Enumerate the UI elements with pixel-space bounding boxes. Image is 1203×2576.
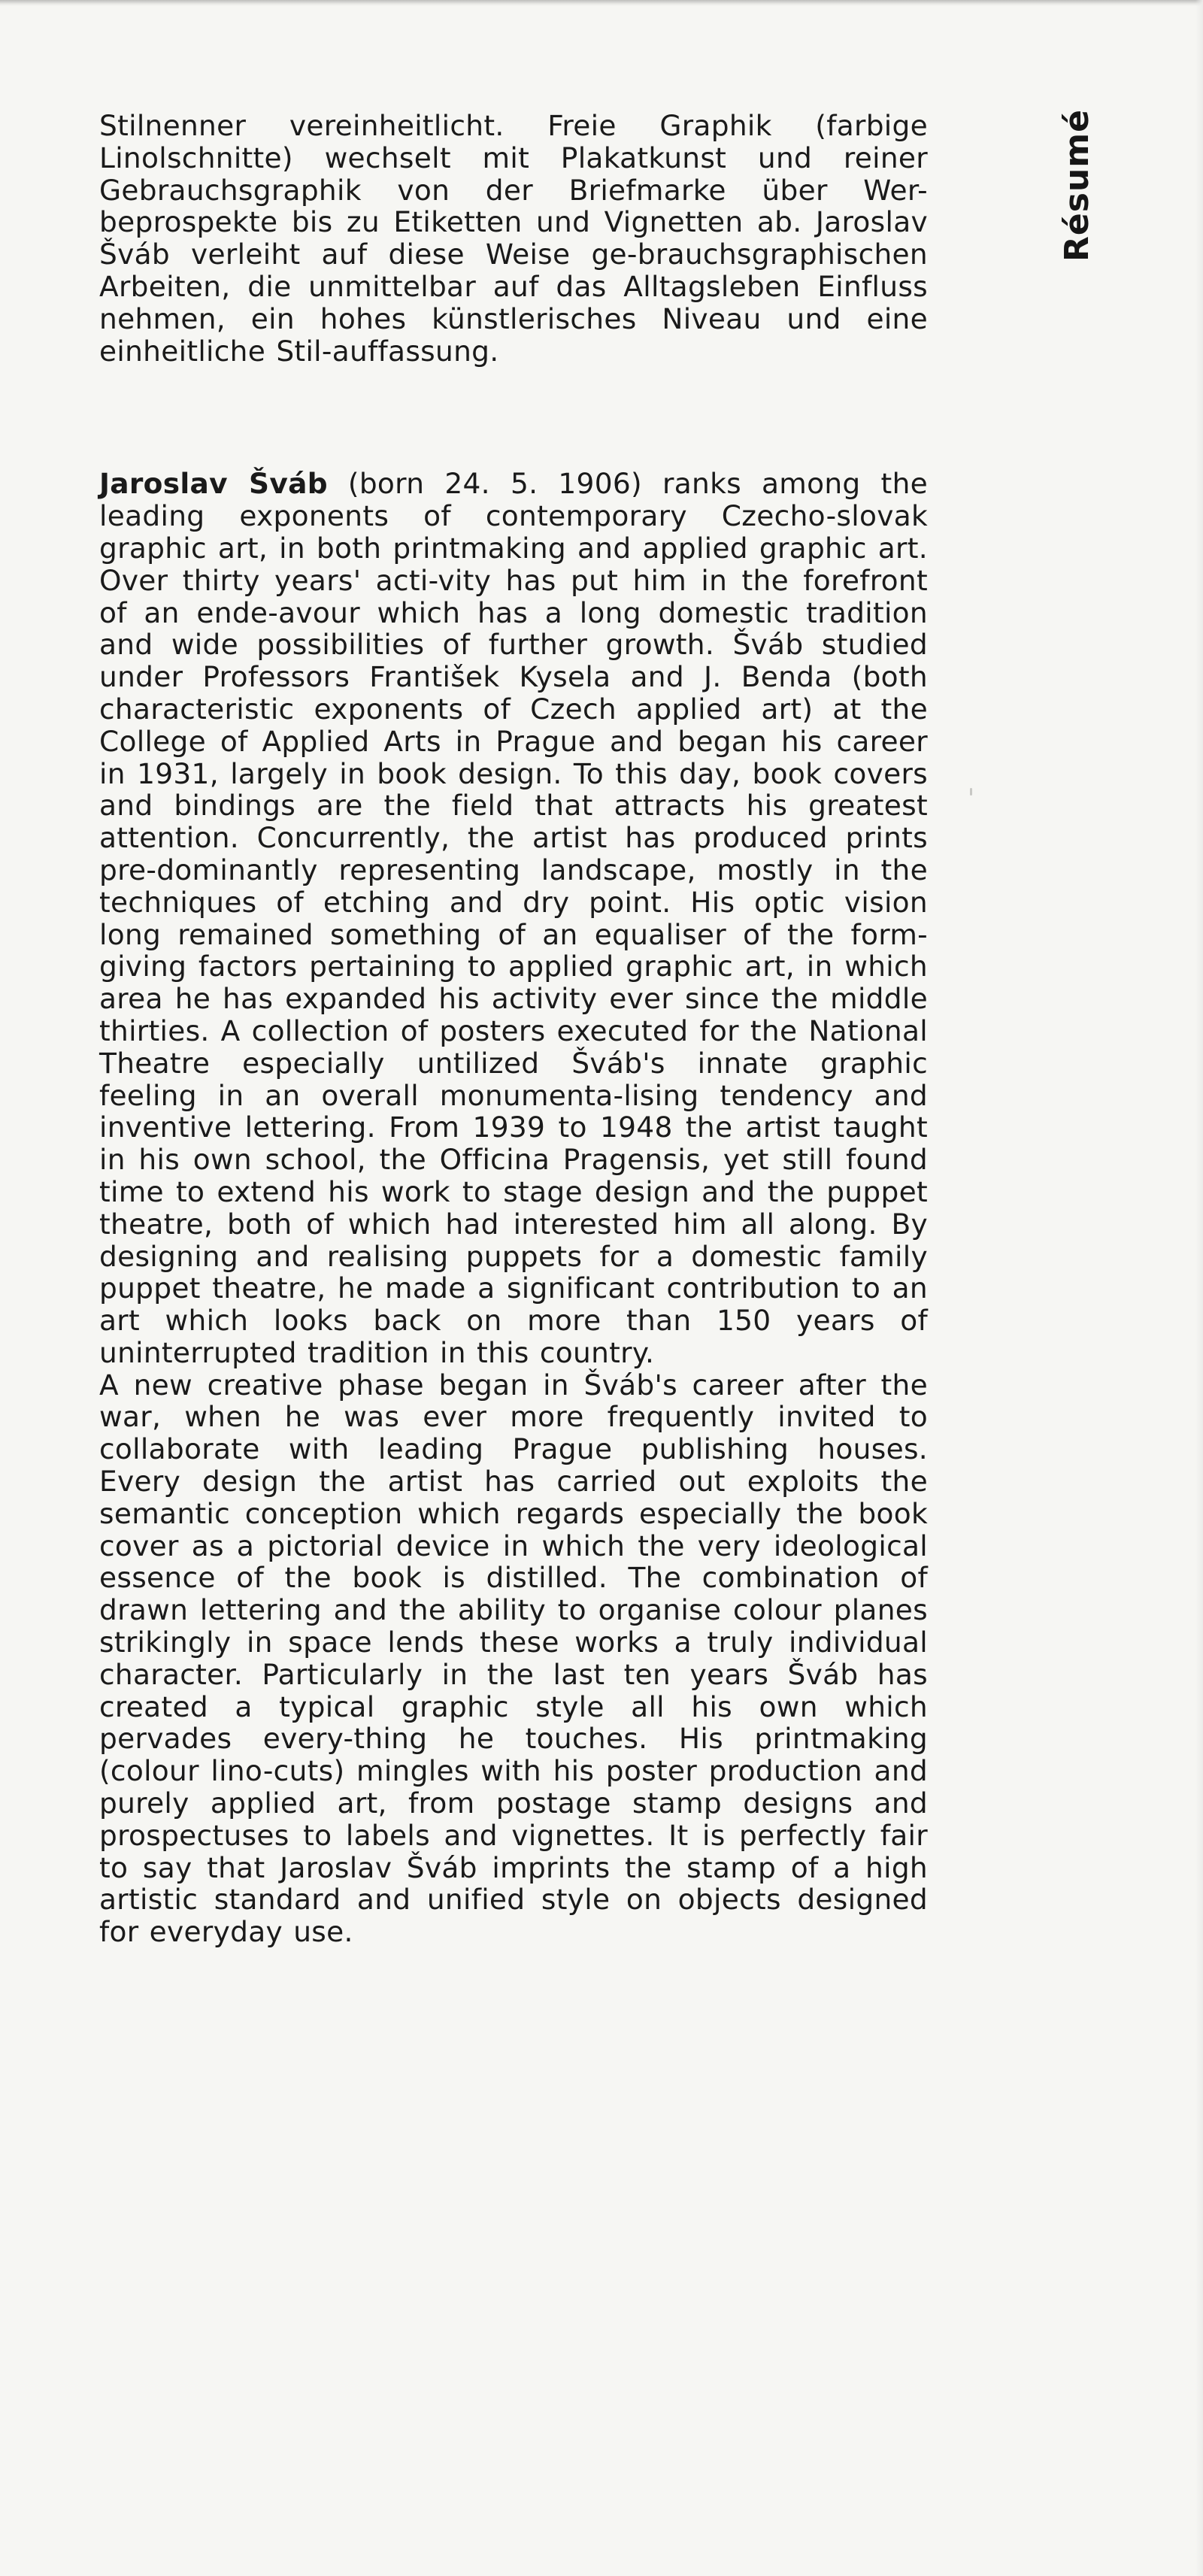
paper-speck: [970, 788, 972, 796]
english-paragraph-1-text: (born 24. 5. 1906) ranks among the leading exponents of contemporary Czecho-slovak graphic art, in both printmaking and applied graphic art. Over thirty years' acti-vity has put him in the forefront of an ende-avour which has a long domestic tradition and wide possibilities of further growth. Šváb studied under Professors František Kysela and J. Benda (both characteristic exponents of Czech applied art) at the College of Applied Arts in Prague and began his career in 1931, largely in book design. To this day, book covers and bindings are the field that attracts his greatest attention. Concurrently, the artist has produced prints pre-dominantly representing landscape, mostly in the techniques of etching and dry point. His optic vision long remained something of an equaliser of the form-giving factors pertaining to applied graphic art, in which area he has expanded his activity ever since the middle thirties. A collection of posters executed for the National Theatre especially untilized Šváb's innate graphic feeling in an overall monumenta-lising tendency and inventive lettering. From 1939 to 1948 the artist taught in his own school, the Officina Pragensis, yet still found time to extend his work to stage design and the puppet theatre, both of which had interested him all along. By designing and realising puppets for a domestic family puppet theatre, he made a significant contribution to an art which looks back on more than 150 years of uninterrupted tradition in this country.: [99, 467, 929, 1369]
english-paragraph-1: [99, 468, 928, 1368]
text-column: [99, 110, 928, 1948]
page-right-edge: [1195, 0, 1203, 2576]
page-top-shadow: [0, 0, 1203, 6]
german-paragraph: Stilnenner vereinheitlicht. Freie Graphik (farbige Linolschnitte) wechselt mit Plakatkunst und reiner Gebrauchsgraphik von der Briefmarke über Wer-beprospekte bis zu Etiketten und Vignetten ab. Jaroslav Šváb verleiht auf diese Weise ge-brauchsgraphischen Arbeiten, die unmittelbar auf das Alltagsleben Einfluss nehmen, ein hohes künstlerisches Niveau und eine einheitliche Stil-auffassung.: [99, 109, 928, 368]
side-heading: [1050, 110, 1104, 260]
side-heading-text: Résumé: [1057, 108, 1096, 262]
english-paragraph-2: A new creative phase began in Šváb's career after the war, when he was ever more frequently invited to collaborate with leading Prague publishing houses. Every design the artist has carried out exploits the semantic conception which regards especially the book cover as a pictorial device in which the very ideological essence of the book is distilled. The combination of drawn lettering and the ability to organise colour planes strikingly in space lends these works a truly individual character. Particularly in the last ten years Šváb has created a typical graphic style all his own which pervades every-thing he touches. His printmaking (colour lino-cuts) mingles with his poster production and purely applied art, from postage stamp designs and prospectuses to labels and vignettes. It is perfectly fair to say that Jaroslav Šváb imprints the stamp of a high artistic standard and unified style on objects designed for everyday use.: [99, 1368, 928, 1949]
artist-name-lead: Jaroslav Šváb: [99, 467, 328, 501]
